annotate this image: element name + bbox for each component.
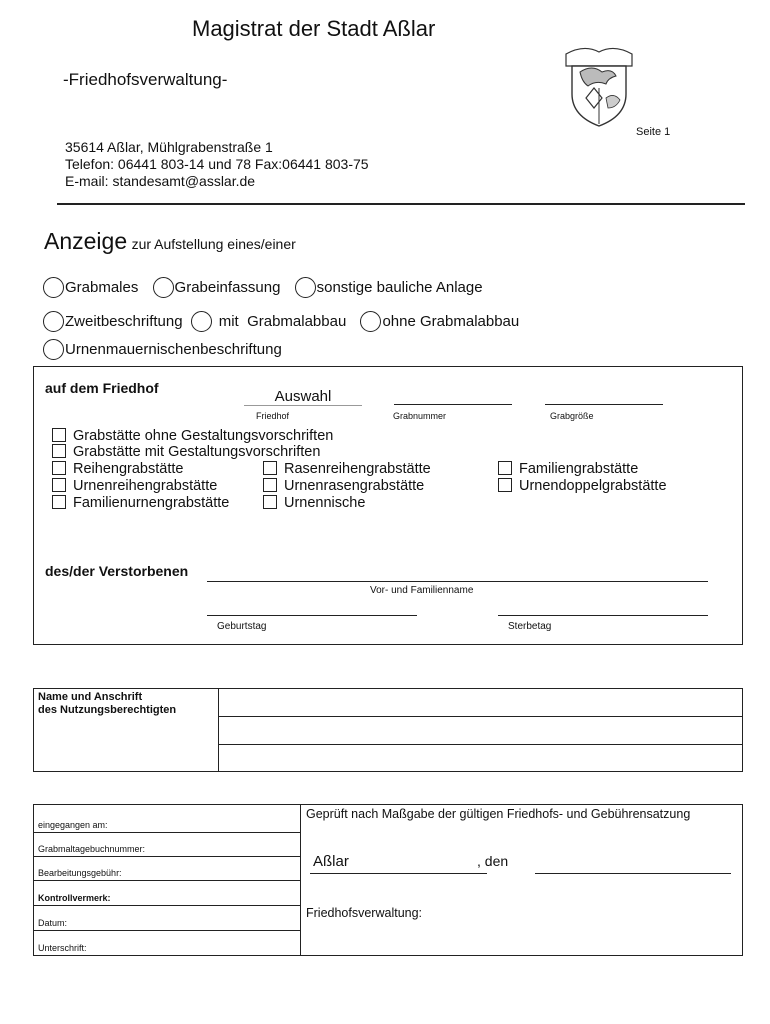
radio-urnenmauernischenbeschriftung[interactable] <box>43 339 64 360</box>
grabnummer-input[interactable] <box>394 404 512 405</box>
checkbox-row-mit <box>52 444 320 461</box>
radio-grabeinfassung[interactable] <box>153 277 174 298</box>
checkbox-familienurnengrab[interactable] <box>52 495 66 509</box>
checkbox-label: Grabstätte ohne Gestaltungsvorschriften <box>73 428 334 444</box>
holder-divider <box>218 688 219 772</box>
office-line <box>33 856 300 857</box>
field-kontrollvermerk: Kontrollvermerk: <box>38 893 111 903</box>
radio-label: Grabeinfassung <box>174 279 281 296</box>
checkbox-familiengrab[interactable] <box>498 461 512 475</box>
page-number: Seite 1 <box>636 126 671 138</box>
office-divider <box>300 804 301 956</box>
address-text: 35614 Aßlar, Mühlgrabenstraße 1 <box>65 139 273 155</box>
checkbox-label: Grabstätte mit Gestaltungsvorschriften <box>73 444 321 460</box>
checkbox-familienurnengrab-row <box>52 495 229 512</box>
place-line[interactable] <box>310 873 487 874</box>
grabgroesse-input[interactable] <box>545 404 663 405</box>
holder-label <box>38 691 176 717</box>
checkbox-urnenrasengrab[interactable] <box>263 478 277 492</box>
friedhof-label: Friedhof <box>256 411 290 421</box>
place-text: Aßlar <box>313 853 349 870</box>
holder-label-line1: Name und Anschrift <box>38 691 143 703</box>
grabgroesse-label: Grabgröße <box>550 411 594 421</box>
date-input[interactable] <box>535 873 731 874</box>
email-text: E-mail: standesamt@asslar.de <box>65 173 256 189</box>
holder-line-1[interactable] <box>218 716 743 717</box>
checkbox-urnennische[interactable] <box>263 495 277 509</box>
field-unterschrift: Unterschrift: <box>38 943 87 953</box>
office-line <box>33 930 300 931</box>
checkbox-label: Urnennische <box>284 495 366 511</box>
checkbox-label: Urnenrasengrabstätte <box>284 478 425 494</box>
radio-label: Zweitbeschriftung <box>65 313 183 330</box>
office-line <box>33 832 300 833</box>
option-row-2 <box>43 311 529 332</box>
radio-sonstige-anlage[interactable] <box>295 277 316 298</box>
radio-grabmales[interactable] <box>43 277 64 298</box>
date-separator: , den <box>477 853 509 869</box>
radio-label: sonstige bauliche Anlage <box>316 279 483 296</box>
deathdate-input[interactable] <box>498 615 708 616</box>
coat-of-arms-emblem <box>556 42 642 128</box>
form-title <box>44 228 296 255</box>
checkbox-rasenreihengrab[interactable] <box>263 461 277 475</box>
birthdate-label: Geburtstag <box>217 621 267 632</box>
deceased-name-label: Vor- und Familienname <box>370 585 474 596</box>
phone-fax-text: Telefon: 06441 803-14 und 78 Fax:06441 803-75 <box>65 156 369 172</box>
field-grabmaltagebuchnummer: Grabmaltagebuchnummer: <box>38 844 146 854</box>
admin-label: Friedhofsverwaltung: <box>306 906 423 920</box>
form-title-main: Anzeige <box>44 228 128 254</box>
radio-zweitbeschriftung[interactable] <box>43 311 64 332</box>
holder-label-line2: des Nutzungsberechtigten <box>38 704 177 716</box>
birthdate-input[interactable] <box>207 615 417 616</box>
radio-label: Urnenmauernischenbeschriftung <box>65 341 282 358</box>
radio-ohne-grabmalabbau[interactable] <box>360 311 381 332</box>
grabnummer-label: Grabnummer <box>393 411 447 421</box>
checkbox-urnenrasengrab-row <box>263 478 424 495</box>
checkbox-urnendoppelgrab-row <box>498 478 667 495</box>
checkbox-urnenreihengrab[interactable] <box>52 478 66 492</box>
checkbox-urnennische-row <box>263 495 365 512</box>
checkbox-label: Familiengrabstätte <box>519 461 639 477</box>
radio-label: ohne Grabmalabbau <box>382 313 520 330</box>
checkbox-reihengrab-row <box>52 461 183 478</box>
field-eingegangen: eingegangen am: <box>38 820 108 830</box>
checkbox-mit-gestaltung[interactable] <box>52 444 66 458</box>
header-divider <box>57 203 745 205</box>
checkbox-label: Familienurnengrabstätte <box>73 495 230 511</box>
checkbox-familiengrab-row <box>498 461 638 478</box>
field-datum: Datum: <box>38 918 68 928</box>
radio-label: Grabmales <box>65 279 139 296</box>
checkbox-rasenreihengrab-row <box>263 461 431 478</box>
deathdate-label: Sterbetag <box>508 621 552 632</box>
field-bearbeitungsgebuehr: Bearbeitungsgebühr: <box>38 868 122 878</box>
checkbox-reihengrab[interactable] <box>52 461 66 475</box>
friedhof-select[interactable]: Auswahl <box>244 388 362 406</box>
office-line <box>33 880 300 881</box>
checkbox-label: Urnendoppelgrabstätte <box>519 478 667 494</box>
deceased-heading: des/der Verstorbenen <box>45 563 189 579</box>
radio-label: mit Grabmalabbau <box>218 313 347 330</box>
checkbox-urnendoppelgrab[interactable] <box>498 478 512 492</box>
option-row-3 <box>43 339 292 360</box>
checkbox-urnenreihengrab-row <box>52 478 217 495</box>
checkbox-ohne-gestaltung[interactable] <box>52 428 66 442</box>
department-title: -Friedhofsverwaltung- <box>63 70 228 89</box>
radio-mit-grabmalabbau[interactable] <box>191 311 212 332</box>
checked-statement: Geprüft nach Maßgabe der gültigen Friedhofs- und Gebührensatzung <box>306 807 691 821</box>
office-line <box>33 905 300 906</box>
checkbox-label: Reihengrabstätte <box>73 461 184 477</box>
deceased-name-input[interactable] <box>207 581 708 582</box>
checkbox-label: Rasenreihengrabstätte <box>284 461 431 477</box>
checkbox-label: Urnenreihengrabstätte <box>73 478 218 494</box>
cemetery-heading: auf dem Friedhof <box>45 380 159 396</box>
authority-title: Magistrat der Stadt Aßlar <box>192 16 436 41</box>
option-row-1 <box>43 277 493 298</box>
checkbox-row-ohne <box>52 428 333 445</box>
form-title-sub: zur Aufstellung eines/einer <box>131 236 296 252</box>
holder-line-2[interactable] <box>218 744 743 745</box>
